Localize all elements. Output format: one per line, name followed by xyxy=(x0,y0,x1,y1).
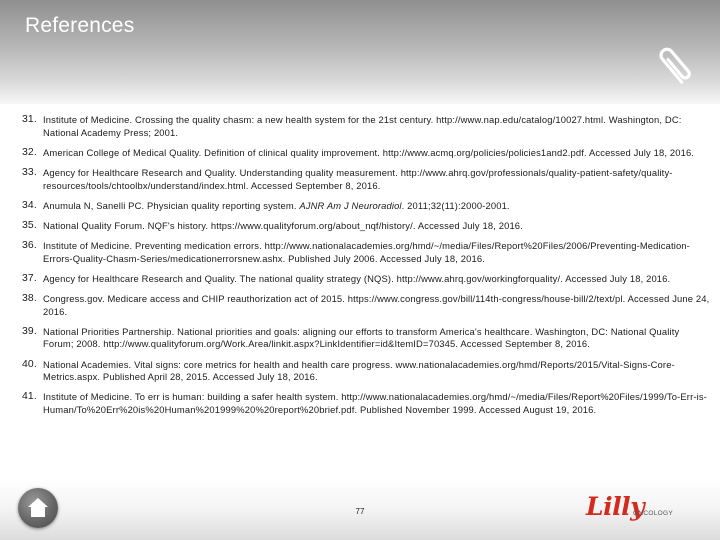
reference-item xyxy=(22,200,712,213)
brand-division: ONCOLOGY xyxy=(633,510,673,517)
reference-text xyxy=(43,273,670,284)
reference-citation-tail: . 2011;32(11):2000-2001. xyxy=(401,199,510,211)
reference-number: 34. xyxy=(22,199,37,211)
reference-text xyxy=(43,359,675,383)
reference-item xyxy=(22,240,712,265)
reference-number: 36. xyxy=(22,240,37,252)
reference-item xyxy=(22,114,712,139)
reference-item xyxy=(22,326,712,351)
reference-number: 32. xyxy=(22,146,37,158)
reference-text xyxy=(43,240,690,264)
page-number: 77 xyxy=(355,507,365,516)
reference-number: 37. xyxy=(22,272,37,284)
lilly-logo: Lilly xyxy=(586,492,645,521)
home-icon xyxy=(26,496,50,520)
reference-item xyxy=(22,391,712,416)
home-button[interactable] xyxy=(18,488,58,528)
reference-item xyxy=(22,273,712,286)
reference-item xyxy=(22,293,712,318)
paperclip-icon xyxy=(648,38,704,94)
reference-citation: Agency for Healthcare Research and Quality. The national quality strategy (NQS). http://www.ahrq.gov/workingforquality/. Accessed July 18, 2016. xyxy=(43,272,671,284)
reference-citation: American College of Medical Quality. Definition of clinical quality improvement. http://www.acmq.org/policies/policies1and2.pdf. Accessed July 18, 2016. xyxy=(43,146,695,158)
reference-citation: National Quality Forum. NQF's history. https://www.qualityforum.org/about_nqf/history/. Accessed July 18, 2016. xyxy=(43,219,523,231)
reference-citation: Institute of Medicine. Crossing the quality chasm: a new health system for the 21st century. http://www.nap.edu/catalog/10027.html. Washington, DC: National Academy Press; 2001. xyxy=(43,114,682,138)
reference-citation: Anumula N, Sanelli PC. Physician quality reporting system. xyxy=(43,199,300,211)
reference-text xyxy=(43,391,707,415)
reference-text xyxy=(43,147,694,158)
reference-item xyxy=(22,147,712,160)
reference-item xyxy=(22,220,712,233)
reference-text xyxy=(43,220,523,231)
reference-item xyxy=(22,167,712,192)
reference-number: 31. xyxy=(22,114,37,125)
reference-citation: National Priorities Partnership. National priorities and goals: aligning our efforts to transform America's healthcare. Washington, DC: National Quality Forum; 2008. http://www.qualityforum.org/Work.Area/linkit.aspx?LinkIdentifier=id&ItemID=70345. Accessed September 8, 2016. xyxy=(43,325,680,350)
brand-logo xyxy=(586,492,706,528)
reference-text xyxy=(43,326,679,350)
reference-number: 39. xyxy=(22,325,37,337)
reference-number: 33. xyxy=(22,166,37,178)
reference-item xyxy=(22,359,712,384)
reference-citation: Institute of Medicine. To err is human: building a safer health system. http://www.nationalacademies.org/hmd/~/media/Files/Report%20Files/1999/To-Err-is-Human/To%20Err%20is%20Human%201999%20%20report%20brief.pdf. Published November 1999. Accessed August 19, 2016. xyxy=(43,391,707,416)
reference-number: 40. xyxy=(22,358,37,370)
reference-text xyxy=(43,200,510,211)
reference-list xyxy=(22,114,712,424)
reference-citation: Institute of Medicine. Preventing medication errors. http://www.nationalacademies.org/hmd/~/media/Files/Report%20Files/2006/Preventing-Medication-Errors-Quality-Chasm-Series/medicationerrorsnew.ashx. Published July 2006. Accessed July 18, 2016. xyxy=(43,240,690,264)
reference-text xyxy=(43,167,673,191)
reference-citation: Congress.gov. Medicare access and CHIP reauthorization act of 2015. https://www.congress.gov/bill/114th-congress/house-bill/2/text/pl. Accessed June 24, 2016. xyxy=(43,293,710,317)
reference-number: 38. xyxy=(22,293,37,305)
page-title: References xyxy=(25,14,135,37)
reference-text xyxy=(43,114,682,138)
reference-citation: National Academies. Vital signs: core metrics for health and health care progress. www.nationalacademies.org/hmd/Reports/2015/Vital-Signs-Core-Metrics.aspx. Published April 28, 2015. Accessed July 18, 2016. xyxy=(43,358,675,383)
reference-text xyxy=(43,293,709,317)
reference-number: 35. xyxy=(22,219,37,231)
reference-citation: Agency for Healthcare Research and Quality. Understanding quality measurement. http://www.ahrq.gov/professionals/quality-patient-safety/quality-resources/tools/chtoolbx/understand/index.html. Accessed September 8, 2016. xyxy=(43,166,673,191)
reference-number: 41. xyxy=(22,391,37,403)
reference-journal: AJNR Am J Neuroradiol xyxy=(299,199,402,211)
